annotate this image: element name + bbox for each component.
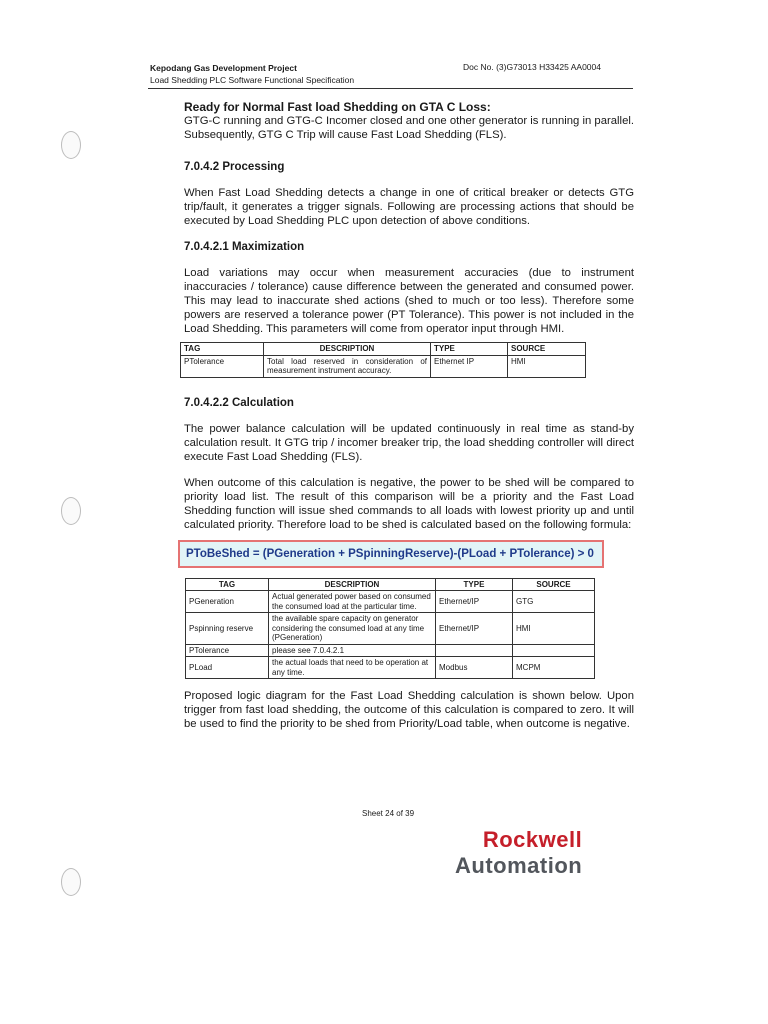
table-header-cell: SOURCE bbox=[508, 343, 586, 356]
main-content bbox=[184, 100, 634, 731]
table-cell: MCPM bbox=[513, 657, 595, 679]
intro-title: Ready for Normal Fast load Shedding on GTA C Loss: bbox=[184, 100, 491, 114]
header-rule bbox=[148, 88, 633, 89]
table-cell: Pspinning reserve bbox=[186, 613, 269, 645]
sheet-number: Sheet 24 of 39 bbox=[362, 809, 415, 818]
table-cell: Ethernet IP bbox=[431, 355, 508, 377]
document-number: Doc No. (3)G73013 H33425 AA0004 bbox=[463, 62, 601, 72]
table-cell: Actual generated power based on consumed the consumed load at the particular time. bbox=[269, 591, 436, 613]
table-cell bbox=[436, 644, 513, 657]
table-cell: Ethernet/IP bbox=[436, 613, 513, 645]
table-cell: Ethernet/IP bbox=[436, 591, 513, 613]
punch-hole-top bbox=[61, 131, 81, 159]
maximization-text: Load variations may occur when measurement accuracies (due to instrument inaccuracies / tolerance) cause difference between the generated and consumed power. This may lead to inaccurate shed actions (shed to much or too less). Therefore some powers are reserved a tolerance power (PT Tolerance). This power is not included in the Load Shedding. This parameters will come from operator input through HMI. bbox=[184, 267, 634, 335]
intro-text: GTG-C running and GTG-C Incomer closed and one other generator is running in parallel. Subsequently, GTG C Trip will cause Fast Load Shedding (FLS). bbox=[184, 115, 634, 141]
table-row bbox=[186, 644, 595, 657]
variables-table bbox=[185, 578, 595, 680]
table-row bbox=[181, 355, 586, 377]
table-header-row bbox=[186, 578, 595, 591]
table-cell: PTolerance bbox=[181, 355, 264, 377]
table-row bbox=[186, 613, 595, 645]
maximization-heading: 7.0.4.2.1 Maximization bbox=[184, 241, 305, 253]
table-cell: Modbus bbox=[436, 657, 513, 679]
table-header-cell: SOURCE bbox=[513, 578, 595, 591]
table-cell: PTolerance bbox=[186, 644, 269, 657]
shed-formula: PToBeShed = (PGeneration + PSpinningReserve)-(PLoad + PTolerance) > 0 bbox=[178, 540, 604, 568]
table-header-cell: TYPE bbox=[436, 578, 513, 591]
table-row bbox=[186, 591, 595, 613]
table-cell bbox=[513, 644, 595, 657]
closing-text: Proposed logic diagram for the Fast Load Shedding calculation is shown below. Upon trigger from fast load shedding, the outcome of this calculation is compared to zero. It will be used to find the priority to be shed from Priority/Load table, when outcome is negative. bbox=[184, 690, 634, 730]
table-row bbox=[186, 657, 595, 679]
calculation-text-2: When outcome of this calculation is negative, the power to be shed will be compared to priority load list. The result of this comparison will be a priority and the Fast Load Shedding function will issue shed commands to all loads with lowest priority up and until calculated priority. Therefore load to be shed is calculated based on the following formula: bbox=[184, 476, 634, 531]
logo-line-2: Automation bbox=[455, 853, 583, 878]
table-header-cell: TYPE bbox=[431, 343, 508, 356]
header-left bbox=[150, 62, 354, 86]
logo-line-1: Rockwell bbox=[482, 827, 583, 852]
calculation-heading: 7.0.4.2.2 Calculation bbox=[184, 396, 294, 409]
table-cell: PLoad bbox=[186, 657, 269, 679]
table-cell: HMI bbox=[513, 613, 595, 645]
document-subtitle: Load Shedding PLC Software Functional Specification bbox=[150, 75, 355, 85]
table-cell: Total load reserved in consideration of measurement instrument accuracy. bbox=[264, 355, 431, 377]
processing-heading: 7.0.4.2 Processing bbox=[184, 161, 285, 173]
table-cell: GTG bbox=[513, 591, 595, 613]
rockwell-automation-logo bbox=[455, 827, 582, 879]
punch-hole-bottom bbox=[61, 868, 81, 896]
table-header-cell: TAG bbox=[181, 343, 264, 356]
table-cell: the available spare capacity on generator considering the consumed load at any time (PGeneration) bbox=[269, 613, 436, 645]
table-header-row bbox=[181, 343, 586, 356]
processing-text: When Fast Load Shedding detects a change in one of critical breaker or detects GTG trip/fault, it generates a trigger signals. Following are processing actions that should be executed by Load Shedding PLC upon detection of above conditions. bbox=[184, 187, 634, 227]
table-cell: PGeneration bbox=[186, 591, 269, 613]
punch-hole-middle bbox=[61, 497, 81, 525]
table-header-cell: DESCRIPTION bbox=[264, 343, 431, 356]
table-cell: the actual loads that need to be operation at any time. bbox=[269, 657, 436, 679]
table-cell: HMI bbox=[508, 355, 586, 377]
tolerance-table bbox=[180, 342, 586, 378]
table-header-cell: DESCRIPTION bbox=[269, 578, 436, 591]
calculation-text-1: The power balance calculation will be updated continuously in real time as stand-by calculation result. It GTG trip / incomer breaker trip, the load shedding controller will direct execute Fast Load Shedding (FLS). bbox=[184, 422, 634, 463]
table-header-cell: TAG bbox=[186, 578, 269, 591]
table-cell: please see 7.0.4.2.1 bbox=[269, 644, 436, 657]
project-name: Kepodang Gas Development Project bbox=[150, 63, 297, 73]
